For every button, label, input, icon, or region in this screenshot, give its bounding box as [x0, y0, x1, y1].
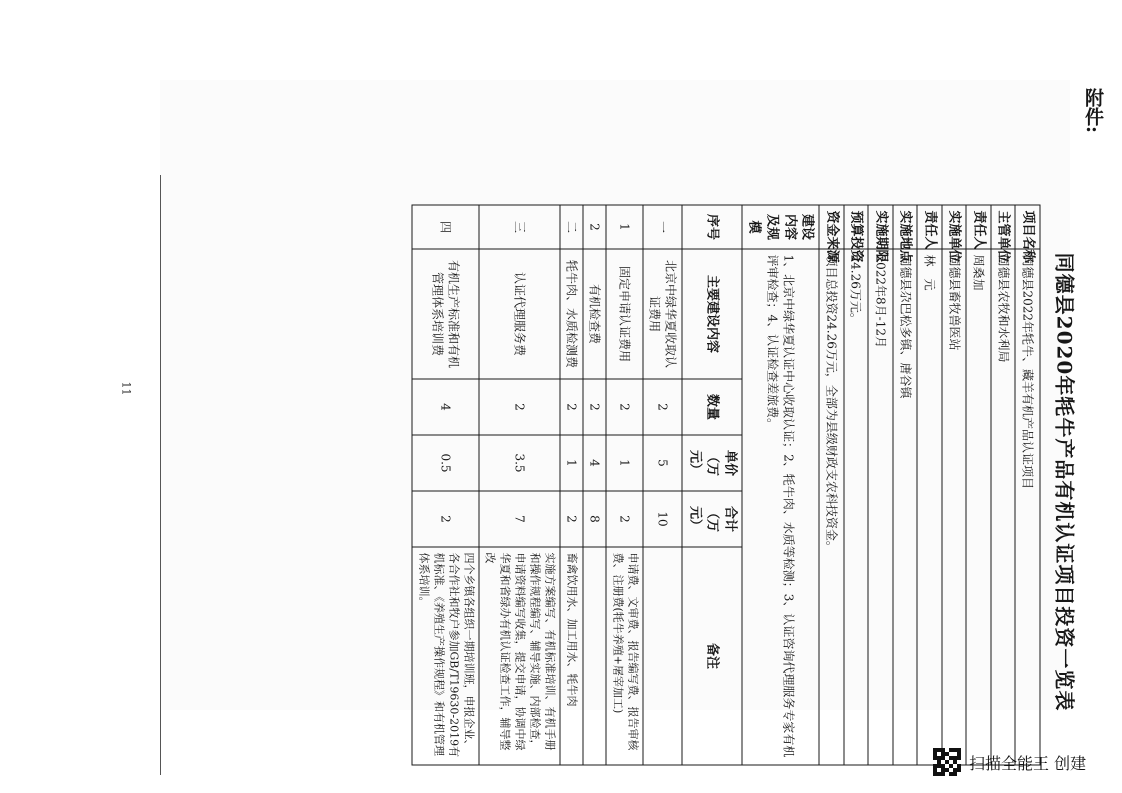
row-qty: 2: [479, 379, 560, 435]
header-total: 合计（万元）: [682, 491, 742, 547]
info-row: [742, 205, 819, 765]
document-sheet: [160, 80, 1077, 758]
page-number: 11: [119, 381, 133, 396]
info-value: 项目总投资24.26万元，全部为县级财政支农科技资金。: [819, 249, 844, 765]
table-row: [583, 205, 606, 765]
table-row: [560, 205, 583, 765]
document-title: 同德县2020年牦牛产品有机认证项目投资一览表: [1052, 252, 1077, 712]
info-label: 责任人: [966, 205, 991, 249]
row-total: 2: [560, 491, 583, 547]
row-seq: 四: [412, 205, 478, 249]
info-row: [893, 205, 918, 765]
row-content: 固定申请认证费用: [606, 249, 643, 379]
watermark-text: 扫描全能王 创建: [969, 753, 1087, 773]
row-qty: 2: [583, 379, 606, 435]
info-row: [819, 205, 844, 765]
info-row: [868, 205, 893, 765]
row-unit-price: 1: [560, 435, 583, 491]
info-value: 同德县尕巴松多镇、唐谷镇: [893, 249, 918, 765]
info-label: 资金来源: [819, 205, 844, 249]
header-unit-price: 单价（万元）: [682, 435, 742, 491]
info-label: 责任人: [917, 205, 942, 249]
info-label: 项目名称: [1015, 205, 1040, 249]
info-value: 同德县2022年牦牛、藏羊有机产品认证项目: [1015, 249, 1040, 765]
info-row: [966, 205, 991, 765]
row-remark: [583, 547, 606, 765]
info-value: 2022年8月-12月: [868, 249, 893, 765]
row-seq: 二: [560, 205, 583, 249]
qr-code-icon: [933, 748, 961, 776]
info-label: 实施期限: [868, 205, 893, 249]
info-row: [1015, 205, 1040, 765]
row-seq: 1: [606, 205, 643, 249]
row-content: 认证代理服务费: [479, 249, 560, 379]
row-total: 8: [583, 491, 606, 547]
table-row: [643, 205, 682, 765]
info-value: 周桑加: [966, 249, 991, 765]
rotated-document: [243, 185, 1083, 780]
info-row: [991, 205, 1016, 765]
info-label: 预算投资: [844, 205, 869, 249]
row-total: 7: [479, 491, 560, 547]
row-qty: 4: [412, 379, 478, 435]
row-remark: 四个乡镇各组织一期培训班，申报企业、各合作社和牧户参加GB/T19630-2019有机标准、《养殖生产操作规程》和有机管理体系培训。: [412, 547, 478, 765]
row-seq: 2: [583, 205, 606, 249]
investment-table: [412, 205, 1041, 766]
row-remark: 实施方案编写、有机标准培训、有机手册和操作规程编写、辅导实施、内部检查，申请资料编写收集，提交申请，协调中绿华夏和省绿办有机认证检查工作，辅导整改: [479, 547, 560, 765]
row-unit-price: 5: [643, 435, 682, 491]
row-qty: 2: [643, 379, 682, 435]
scanner-watermark: [933, 744, 1086, 780]
row-content: 有机生产标准和有机管理体系培训费: [412, 249, 478, 379]
header-qty: 数量: [682, 379, 742, 435]
row-remark: 畜禽饮用水、加工用水、牦牛肉: [560, 547, 583, 765]
row-total: 2: [412, 491, 478, 547]
row-unit-price: 3.5: [479, 435, 560, 491]
sheet-edge-line: [160, 175, 161, 775]
row-qty: 2: [560, 379, 583, 435]
info-row: [917, 205, 942, 765]
row-unit-price: 0.5: [412, 435, 478, 491]
row-unit-price: 1: [606, 435, 643, 491]
row-seq: 三: [479, 205, 560, 249]
info-row: [844, 205, 869, 765]
info-value: 同德县畜牧兽医站: [942, 249, 967, 765]
info-value: 林 元: [917, 249, 942, 765]
row-content: 有机检查费: [583, 249, 606, 379]
header-content: 主要建设内容: [682, 249, 742, 379]
table-row: [606, 205, 643, 765]
row-unit-price: 4: [583, 435, 606, 491]
row-content: 北京中绿华夏收取认证费用: [643, 249, 682, 379]
table-row: [412, 205, 478, 765]
row-content: 牦牛肉、水质检测费: [560, 249, 583, 379]
row-total: 2: [606, 491, 643, 547]
table-row: [479, 205, 560, 765]
info-label: 主管单位: [991, 205, 1016, 249]
header-remark: 备注: [682, 547, 742, 765]
table-header-row: [682, 205, 742, 765]
row-remark: [643, 547, 682, 765]
info-value: 1、北京中绿华夏认证中心收取认证；2、牦牛肉、水质等检测；3、认证咨询代理服务专家有机评审检查；4、认证检查差旅费。: [742, 249, 819, 765]
row-qty: 2: [606, 379, 643, 435]
row-remark: 申请费、文审费、报告编写费、报告审核费、注册费(牦牛养殖+屠宰加工): [606, 547, 643, 765]
info-value: 同德县农牧和水利局: [991, 249, 1016, 765]
header-seq: 序号: [682, 205, 742, 249]
attachment-label: 附件:: [1082, 88, 1104, 134]
row-seq: 一: [643, 205, 682, 249]
info-label: 实施地点: [893, 205, 918, 249]
info-label: 建设内容及规模: [742, 205, 819, 249]
info-row: [942, 205, 967, 765]
info-value: 24.26万元。: [844, 249, 869, 765]
info-label: 实施单位: [942, 205, 967, 249]
row-total: 10: [643, 491, 682, 547]
